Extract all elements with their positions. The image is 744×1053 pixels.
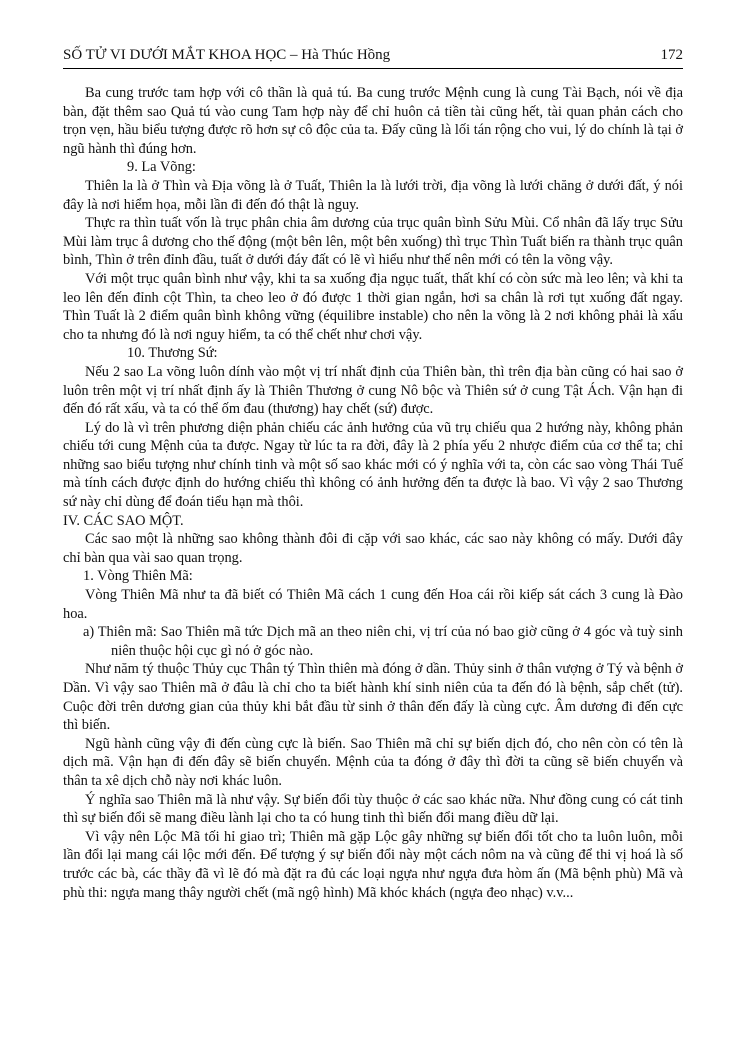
page-number: 172 <box>660 47 683 63</box>
section-heading-cac-sao-mot: IV. CÁC SAO MỘT. <box>63 512 184 529</box>
subsection-heading-la-vong: 9. La Võng: <box>127 159 196 176</box>
paragraph: Nếu 2 sao La võng luôn dính vào một vị trí nhất định của Thiên bàn, thì trên địa bàn cũng có hai sao ở luôn trên một vị trí nhất định ấy là Thiên Thương ở cung Nô bộc và Thiên sứ ở cung Tật Ách. Vận hạn đi đến đó rất xấu, và ta có thể ốm đau (thương) hay chết (sứ) được. <box>63 363 683 418</box>
paragraph: Ba cung trước tam hợp với cô thần là quả tú. Ba cung trước Mệnh cung là cung Tài Bạch, nói về địa bàn, đặt thêm sao Quả tú vào cung Tam hợp này để chỉ huôn cả tiền tài cũng hết, tài quan phản cách cho trọn vẹn, hầu biểu tượng được rõ hơn sự cô độc của ta. Đấy cũng là lối tán rộng cho vui, lý do chính là tại ở ngũ hành thì đúng hơn. <box>63 85 683 157</box>
subsection-heading-thuong-su: 10. Thương Sứ: <box>127 345 218 362</box>
page-body <box>63 84 683 902</box>
paragraph: Thiên la là ở Thìn và Địa võng là ở Tuất, Thiên la là lưới trời, địa võng là lưới chăng ở dưới đất, ý nói đây là nơi hiểm họa, mỗi lần đi đến đó thật là nguy. <box>63 177 683 213</box>
paragraph: Với một trục quân bình như vậy, khi ta sa xuống địa ngục tuất, thất khí có còn sức mà leo lên; và khi ta leo lên đến đỉnh cột Thìn, ta cheo leo ở đó được 1 thời gian ngắn, hơi sa chân là rơi tụt xuống đất ngay. Thìn Tuất là 2 điểm quân bình không vững (équilibre instable) cho nên la võng là 2 nơi không phải là xấu cho ta nhưng đó là nơi nguy hiểm, ta có thể chết như chơi vậy. <box>63 270 683 343</box>
paragraph: Thực ra thìn tuất vốn là trục phân chia âm dương của trục quân bình Sửu Mùi. Cổ nhân đã lấy trục Sửu Mùi làm trục â dương cho thế động (một bên lên, một bên xuống) thì trục Thìn Tuất biến ra thành trục quân bình, Thìn ở trên đỉnh đầu, tuất ở dưới đáy đất có lẽ vì hiểu như thế nên mới có tên la võng vậy. <box>63 215 683 269</box>
paragraph: Như năm tý thuộc Thủy cục Thân tý Thìn thiên mà đóng ở dần. Thủy sinh ở thân vượng ở Tý và bệnh ở Dần. Vì vậy sao Thiên mã ở đâu là chỉ cho ta biết hành khí sinh niên của ta đến đó là bệnh, sắp chết (tử). Cuộc đời trên dương gian của thủy khi bắt đầu từ sinh ở thân đến đấy là cùng cực. Âm dương đi đến cực thì biến. <box>63 661 683 734</box>
paragraph: Các sao một là những sao không thành đôi đi cặp với sao khác, các sao này không có mấy. Dưới đây chỉ bàn qua vài sao quan trọng. <box>63 531 683 566</box>
list-item-thien-ma: a) Thiên mã: Sao Thiên mã tức Dịch mã an theo niên chi, vị trí của nó bao giờ cũng ở 4 góc và tuỳ sinh niên thuộc hội cục gì nó ở góc nào. <box>83 624 683 659</box>
paragraph: Ngũ hành cũng vậy đi đến cùng cực là biến. Sao Thiên mã chỉ sự biến dịch đó, cho nên còn có tên là dịch mã. Vận hạn đi đến đây sẽ biến chuyển. Mệnh của ta đóng ở đây thì đời ta cũng sẽ biến chuyển và thân ta xê dịch chỗ này nơi khác luôn. <box>63 735 683 789</box>
page-header <box>63 42 683 69</box>
subsection-heading-vong-thien-ma: 1. Vòng Thiên Mã: <box>83 568 193 585</box>
paragraph: Lý do là vì trên phương diện phản chiếu các ảnh hưởng của vũ trụ chiếu qua 2 hướng này, không phản chiếu tới cung Mệnh của ta được. Ngay từ lúc ta ra đời, đây là 2 phía yếu 2 nhược điểm của cơ thể ta; chỉ những sao biểu tượng như chính tinh và một số sao khác mới có ý nghĩa với ta, còn các sao vòng Thái Tuế mà tính cách được định do hướng chiếu thì không có ảnh hưởng đến ta được là bao. Vì vậy 2 sao Thương sứ này chỉ dùng để đoán tiểu hạn mà thôi. <box>63 419 683 511</box>
paragraph: Vì vậy nên Lộc Mã tối hỉ giao trì; Thiên mã gặp Lộc gây những sự biến đổi tốt cho ta luôn luôn, mỗi lần đổi lại mang cái lộc mới đến. Để tượng ý sự biến đổi này một cách nôm na và cũng để thi vị hoá là số trước các bà, các thầy đã vì lẽ đó mà đặt ra đủ các loại ngựa như ngựa đưa hòm ấn (Mã bệnh phù) Mã và phù thi: ngựa mang thây người chết (mã ngộ hình) Mã khóc khách (ngựa đeo nhạc) v.v... <box>63 828 683 901</box>
paragraph: Ý nghĩa sao Thiên mã là như vậy. Sự biến đổi tùy thuộc ở các sao khác nữa. Như đồng cung có cát tinh thì sự biến đổi sẽ mang điều lành lại cho ta có hung tinh thì biến đổi mang điều dữ lại. <box>63 791 683 827</box>
paragraph: Vòng Thiên Mã như ta đã biết có Thiên Mã cách 1 cung đến Hoa cái rồi kiếp sát cách 3 cung là Đào hoa. <box>63 587 683 622</box>
book-title: SỐ TỬ VI DƯỚI MẮT KHOA HỌC – Hà Thúc Hồng <box>63 47 391 63</box>
